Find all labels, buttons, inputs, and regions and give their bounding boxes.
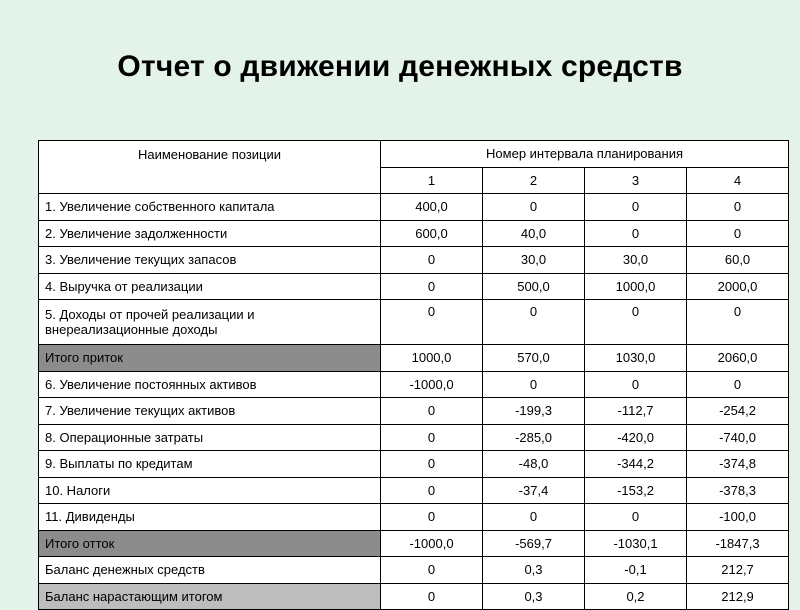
row-value: 0 xyxy=(585,300,687,345)
row-value: -1000,0 xyxy=(381,371,483,398)
row-value: -1030,1 xyxy=(585,530,687,557)
column-header-name: Наименование позиции xyxy=(39,141,381,194)
row-value: 0 xyxy=(381,583,483,610)
row-label: 3. Увеличение текущих запасов xyxy=(39,247,381,274)
row-value: -100,0 xyxy=(687,504,789,531)
row-value: -37,4 xyxy=(483,477,585,504)
row-label: 5. Доходы от прочей реализации и внереализационные доходы xyxy=(39,300,381,345)
row-value: 1000,0 xyxy=(585,273,687,300)
interval-number: 1 xyxy=(381,167,483,194)
table-header-row xyxy=(39,141,789,168)
row-value: 0 xyxy=(381,273,483,300)
table-row xyxy=(39,398,789,425)
row-value: 2060,0 xyxy=(687,345,789,372)
interval-number: 4 xyxy=(687,167,789,194)
row-label: Итого приток xyxy=(39,345,381,372)
table-row xyxy=(39,424,789,451)
row-value: -48,0 xyxy=(483,451,585,478)
row-value: 40,0 xyxy=(483,220,585,247)
row-value: -0,1 xyxy=(585,557,687,584)
row-value: 1030,0 xyxy=(585,345,687,372)
row-value: 0 xyxy=(381,477,483,504)
table-row xyxy=(39,477,789,504)
row-value: 0 xyxy=(381,300,483,345)
slide-title: Отчет о движении денежных средств xyxy=(117,50,683,83)
row-value: -254,2 xyxy=(687,398,789,425)
row-value: 30,0 xyxy=(585,247,687,274)
row-value: 0,2 xyxy=(585,583,687,610)
row-value: -199,3 xyxy=(483,398,585,425)
row-value: 212,7 xyxy=(687,557,789,584)
row-label: 1. Увеличение собственного капитала xyxy=(39,194,381,221)
row-value: 30,0 xyxy=(483,247,585,274)
row-label: Баланс нарастающим итогом xyxy=(39,583,381,610)
row-value: -420,0 xyxy=(585,424,687,451)
row-value: 0 xyxy=(483,194,585,221)
row-value: 0 xyxy=(585,220,687,247)
table-row xyxy=(39,504,789,531)
interval-number: 3 xyxy=(585,167,687,194)
row-value: 0 xyxy=(585,504,687,531)
table-row xyxy=(39,583,789,610)
interval-number: 2 xyxy=(483,167,585,194)
row-value: 0 xyxy=(687,194,789,221)
row-value: -378,3 xyxy=(687,477,789,504)
row-label: Баланс денежных средств xyxy=(39,557,381,584)
row-value: 0 xyxy=(585,371,687,398)
row-value: 0 xyxy=(687,300,789,345)
table-row xyxy=(39,371,789,398)
row-value: -1847,3 xyxy=(687,530,789,557)
row-label: 4. Выручка от реализации xyxy=(39,273,381,300)
row-value: -569,7 xyxy=(483,530,585,557)
row-value: -344,2 xyxy=(585,451,687,478)
table-row xyxy=(39,451,789,478)
table-row xyxy=(39,530,789,557)
row-value: 0,3 xyxy=(483,557,585,584)
row-label: 9. Выплаты по кредитам xyxy=(39,451,381,478)
row-value: 0,3 xyxy=(483,583,585,610)
row-value: 0 xyxy=(381,504,483,531)
row-value: 0 xyxy=(483,300,585,345)
row-value: 0 xyxy=(381,247,483,274)
row-label: 10. Налоги xyxy=(39,477,381,504)
row-value: 0 xyxy=(381,451,483,478)
row-value: 0 xyxy=(381,557,483,584)
table-row xyxy=(39,273,789,300)
row-value: 0 xyxy=(687,371,789,398)
row-value: 500,0 xyxy=(483,273,585,300)
row-label: 7. Увеличение текущих активов xyxy=(39,398,381,425)
table-row xyxy=(39,247,789,274)
row-value: 0 xyxy=(483,371,585,398)
row-label: 6. Увеличение постоянных активов xyxy=(39,371,381,398)
row-value: 2000,0 xyxy=(687,273,789,300)
row-value: 400,0 xyxy=(381,194,483,221)
row-value: 600,0 xyxy=(381,220,483,247)
cash-flow-table xyxy=(38,140,789,610)
row-value: -285,0 xyxy=(483,424,585,451)
row-value: 1000,0 xyxy=(381,345,483,372)
row-value: -112,7 xyxy=(585,398,687,425)
row-label: 8. Операционные затраты xyxy=(39,424,381,451)
table-row xyxy=(39,557,789,584)
table-row xyxy=(39,300,789,345)
row-value: -374,8 xyxy=(687,451,789,478)
row-value: 0 xyxy=(585,194,687,221)
row-value: -1000,0 xyxy=(381,530,483,557)
table-body xyxy=(39,194,789,610)
row-value: 0 xyxy=(381,424,483,451)
row-value: 0 xyxy=(381,398,483,425)
row-value: 0 xyxy=(483,504,585,531)
row-label: Итого отток xyxy=(39,530,381,557)
row-value: 212,9 xyxy=(687,583,789,610)
table-row xyxy=(39,220,789,247)
row-value: 0 xyxy=(687,220,789,247)
row-value: -740,0 xyxy=(687,424,789,451)
row-label: 11. Дивиденды xyxy=(39,504,381,531)
row-value: 570,0 xyxy=(483,345,585,372)
row-label: 2. Увеличение задолженности xyxy=(39,220,381,247)
row-value: -153,2 xyxy=(585,477,687,504)
table-row xyxy=(39,194,789,221)
row-value: 60,0 xyxy=(687,247,789,274)
column-header-interval: Номер интервала планирования xyxy=(381,141,789,168)
table-row xyxy=(39,345,789,372)
